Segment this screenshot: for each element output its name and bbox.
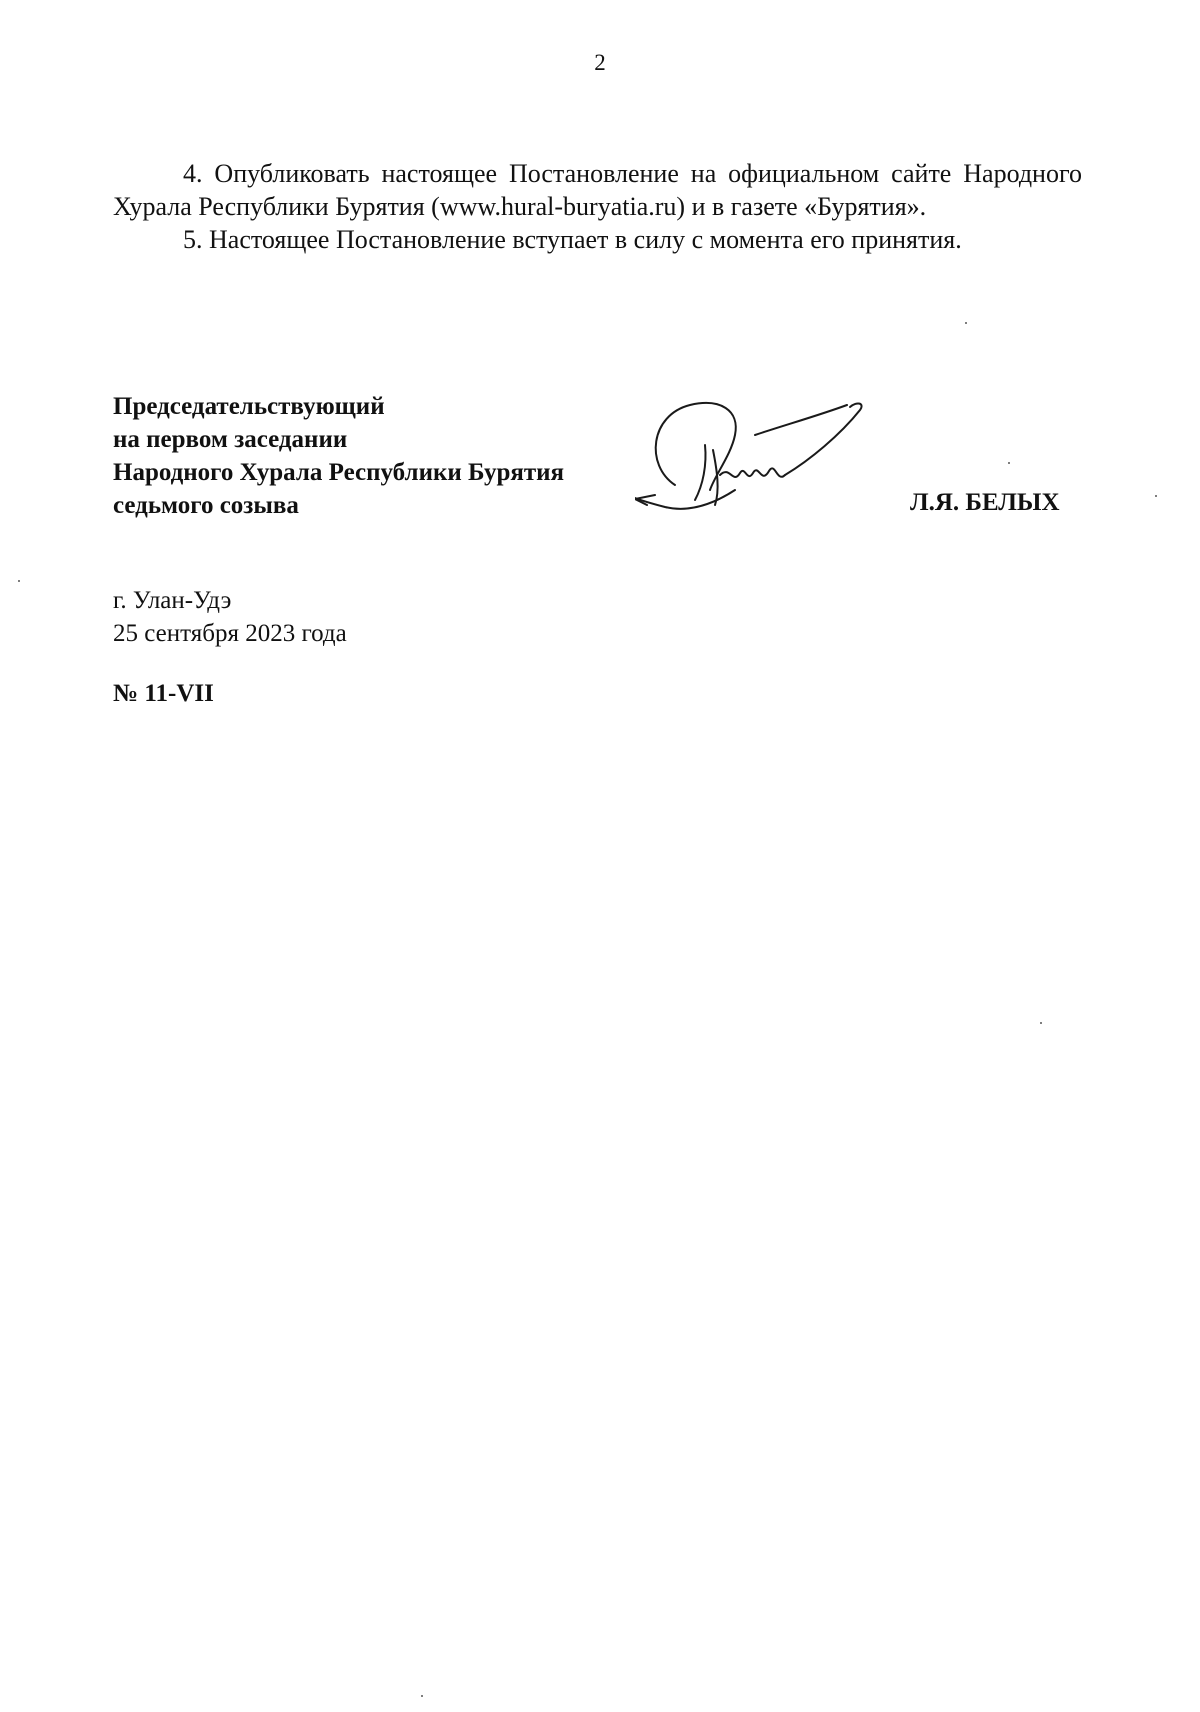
paragraph-effective-date: 5. Настоящее Постановление вступает в силу с момента его принятия. (183, 225, 962, 254)
document-body (113, 157, 1082, 256)
place-and-date (113, 584, 347, 650)
handwritten-signature (635, 395, 885, 525)
scan-speck (1040, 1022, 1042, 1024)
page-number: 2 (594, 50, 606, 75)
document-number: № 11-VII (113, 680, 214, 707)
scan-speck (18, 580, 20, 582)
scan-speck (421, 1695, 423, 1697)
date: 25 сентября 2023 года (113, 620, 347, 647)
paragraph-publication: 4. Опубликовать настоящее Постановление на официальном сайте Народного Хурала Республики Бурятия (www.hural-buryatia.ru) и в газете «Бурятия». (113, 159, 1082, 221)
scan-speck (1008, 462, 1010, 464)
scan-speck (965, 322, 967, 324)
signatory-line: Народного Хурала Республики Бурятия (113, 459, 565, 486)
scan-speck (1155, 495, 1157, 497)
signer-name: Л.Я. БЕЛЫХ (910, 489, 1060, 516)
place: г. Улан-Удэ (113, 587, 232, 614)
signatory-line: на первом заседании (113, 426, 348, 453)
signatory-title (113, 390, 673, 522)
signatory-line: Председательствующий (113, 393, 385, 420)
signatory-line: седьмого созыва (113, 492, 299, 519)
